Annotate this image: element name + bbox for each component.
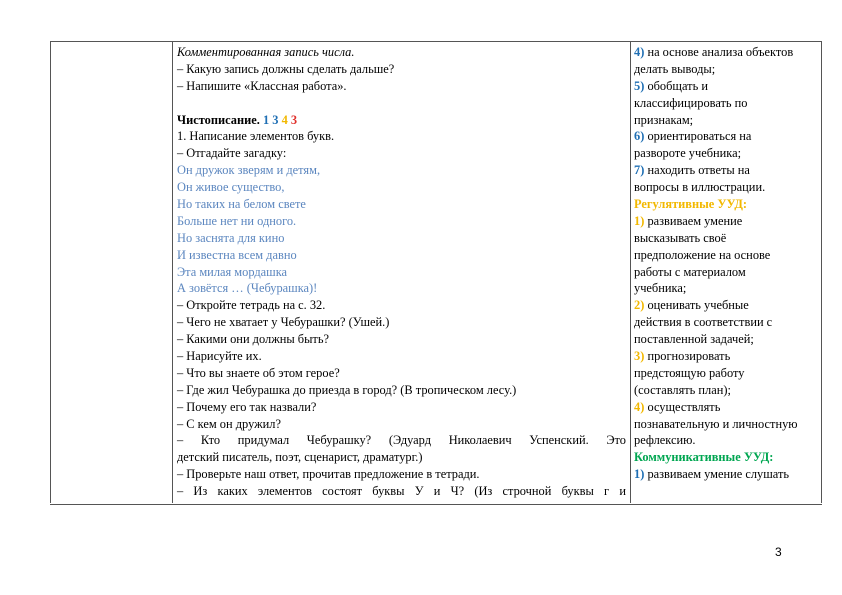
- riddle-line: А зовётся … (Чебурашка)!: [177, 281, 318, 296]
- skill-text: учебника;: [634, 281, 687, 296]
- riddle-line: Он дружок зверям и детям,: [177, 163, 321, 178]
- riddle-line: Но заснята для кино: [177, 230, 285, 245]
- question-line: – Что вы знаете об этом герое?: [177, 365, 340, 380]
- skill-text: рефлексию.: [634, 433, 696, 448]
- skill-text: действия в соответствии с: [634, 315, 773, 330]
- task-line: 1. Написание элементов букв.: [177, 129, 335, 144]
- penmanship-num: 3: [290, 112, 298, 127]
- skill-item: [634, 348, 818, 365]
- skill-text: вопросы в иллюстрации.: [634, 180, 766, 195]
- penmanship-num: 3: [272, 112, 279, 127]
- skill-text: предстоящую работу: [634, 365, 745, 380]
- skill-text: поставленной задачей;: [634, 332, 754, 347]
- comment-title: Комментированная запись числа.: [177, 45, 355, 59]
- skill-num: 4): [634, 399, 645, 414]
- skill-text: развиваем умение: [647, 213, 743, 228]
- skill-text: оценивать учебные: [647, 298, 749, 313]
- skill-text: предположение на основе: [634, 247, 771, 262]
- skill-item: [634, 162, 818, 179]
- skill-text: признакам;: [634, 112, 694, 127]
- question-line: – Нарисуйте их.: [177, 349, 262, 364]
- skill-item: [634, 128, 818, 145]
- riddle-line: Эта милая мордашка: [177, 264, 288, 279]
- regulative-heading: Регулятивные УУД:: [634, 197, 747, 212]
- skill-text: находить ответы на: [647, 163, 750, 178]
- lesson-content-column: [177, 44, 626, 500]
- question-line: – Чего не хватает у Чебурашки? (Ушей.): [177, 315, 390, 330]
- question-line: – Напишите «Классная работа».: [177, 78, 347, 93]
- question-line: – С кем он дружил?: [177, 416, 281, 431]
- skill-num: 4): [634, 45, 645, 59]
- riddle-prompt: – Отгадайте загадку:: [177, 146, 287, 161]
- skill-text: познавательную и личностную: [634, 416, 798, 431]
- penmanship-num: 1: [262, 112, 270, 127]
- riddle-line: И известна всем давно: [177, 247, 297, 262]
- skill-item: [634, 399, 818, 416]
- communicative-heading: Коммуникативные УУД:: [634, 450, 774, 465]
- skill-item: [634, 297, 818, 314]
- skill-item: [634, 213, 818, 230]
- riddle-line: Больше нет ни одного.: [177, 213, 297, 228]
- skill-num: 1): [634, 213, 645, 228]
- skill-text: высказывать своё: [634, 230, 727, 245]
- skill-text: работы с материалом: [634, 264, 746, 279]
- penmanship-heading: [177, 112, 626, 129]
- skill-text: на основе анализа объектов: [647, 45, 794, 59]
- skill-text: обобщать и: [647, 78, 708, 93]
- question-line: – Какую запись должны сделать дальше?: [177, 61, 395, 76]
- skill-text: классифицировать по: [634, 95, 748, 110]
- skill-text: прогнозировать: [647, 349, 731, 364]
- page-number: 3: [775, 545, 782, 559]
- table-border-right: [821, 41, 822, 503]
- question-line: – Откройте тетрадь на с. 32.: [177, 298, 326, 313]
- penmanship-title: Чистописание.: [177, 112, 260, 127]
- skill-num: 6): [634, 129, 645, 144]
- penmanship-num: 4: [281, 112, 288, 127]
- letters-question: – Из каких элементов состоят буквы У и Ч? (Из строчной буквы г и: [177, 484, 626, 499]
- skill-num: 5): [634, 78, 645, 93]
- riddle-line: Он живое существо,: [177, 180, 285, 195]
- skill-text: осуществлять: [647, 399, 721, 414]
- skill-num: 3): [634, 349, 645, 364]
- table-divider-2: [630, 41, 631, 503]
- skill-text: развиваем умение слушать: [647, 467, 790, 482]
- skills-column: [634, 44, 818, 483]
- check-line: – Проверьте наш ответ, прочитав предложение в тетради.: [177, 467, 480, 482]
- question-line: – Где жил Чебурашка до приезда в город? (В тропическом лесу.): [177, 382, 517, 397]
- table-border-left: [50, 41, 51, 503]
- skill-num: 2): [634, 298, 645, 313]
- author-question: – Кто придумал Чебурашку? (Эдуард Николаевич Успенский. Это: [177, 433, 626, 448]
- skill-text: ориентироваться на: [647, 129, 752, 144]
- skill-item: [634, 44, 818, 61]
- riddle-line: Но таких на белом свете: [177, 197, 306, 212]
- skill-text: развороте учебника;: [634, 146, 742, 161]
- skill-text: (составлять план);: [634, 382, 731, 397]
- skill-item: [634, 78, 818, 95]
- author-answer: детский писатель, поэт, сценарист, драматург.): [177, 450, 423, 465]
- question-line: – Почему его так назвали?: [177, 399, 317, 414]
- table-divider-1: [172, 41, 173, 503]
- skill-num: 7): [634, 163, 645, 178]
- question-line: – Какими они должны быть?: [177, 332, 329, 347]
- skill-text: делать выводы;: [634, 61, 716, 76]
- skill-num: 1): [634, 467, 645, 482]
- skill-item: [634, 466, 818, 483]
